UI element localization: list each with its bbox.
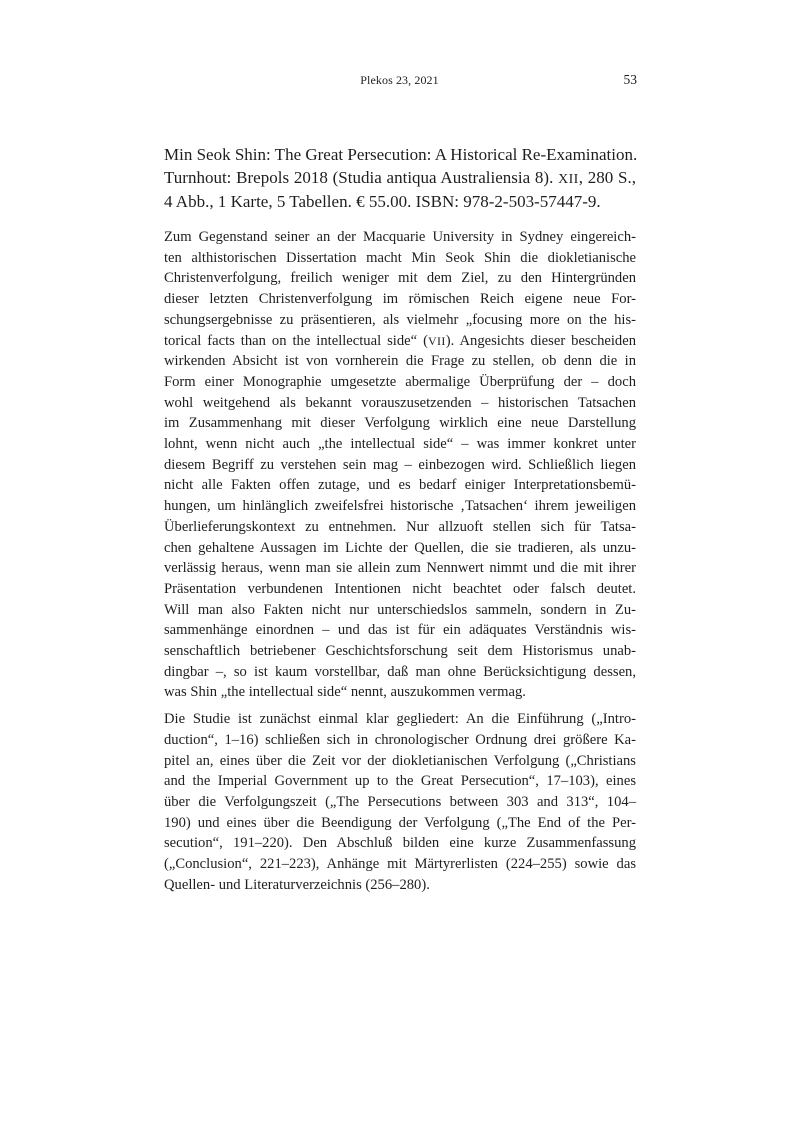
title-line: 4 Abb., 1 Karte, 5 Tabellen. € 55.00. ISBN: 978-2-503-57447-9. [164, 192, 601, 211]
title-line: Turnhout: Brepols 2018 (Studia antiqua Australiensia 8). XII, 280 S., [164, 167, 636, 187]
text-line: Christenverfolgung, freilich weniger mit dem Ziel, zu den Hintergründen [164, 270, 636, 287]
text-line: diesem Begriff zu verstehen sein mag – einbezogen wird. Schließlich liegen [164, 456, 636, 473]
text-line: Überlieferungskontext zu entnehmen. Nur allzuoft stellen sich für Tatsa- [164, 518, 636, 535]
paragraph [164, 227, 636, 703]
text-line: über die Verfolgungszeit („The Persecutions between 303 and 313“, 104– [164, 793, 636, 810]
text-line: chen gehaltene Aussagen im Lichte der Quellen, die sie tradieren, als unzu- [164, 539, 636, 556]
page-number: 53 [623, 72, 637, 87]
text-line: Will man also Fakten nicht nur unterschiedslos sammeln, sondern in Zu- [164, 601, 636, 618]
text-line: sammenhänge einordnen – und das ist für ein adäquates Verständnis wis- [164, 622, 636, 639]
text-line: 190) und eines über die Beendigung der Verfolgung („The End of the Per- [164, 814, 636, 831]
review-body [164, 227, 636, 896]
roman-numeral: VII [427, 333, 446, 348]
text-line: („Conclusion“, 221–223), Anhänge mit Märtyrerlisten (224–255) sowie das [164, 856, 636, 873]
text-line: pitel an, eines über die Zeit vor der diokletianischen Verfolgung („Christians [164, 752, 636, 769]
text-line: lohnt, wenn nicht auch „the intellectual side“ – was immer konkret unter [164, 436, 636, 453]
review-title [164, 144, 636, 214]
text-line: dieser letzten Christenverfolgung im römischen Reich eigene neue For- [164, 291, 636, 308]
text-line: im Zusammenhang mit dieser Verfolgung wirklich eine neue Darstellung [164, 415, 636, 432]
text-line: verlässig heraus, wenn man sie allein zum Nennwert nimmt und die mit ihrer [164, 560, 636, 577]
text-line: Präsentation verbundenen Intentionen nicht beachtet oder falsch deutet. [164, 580, 636, 597]
running-header [0, 73, 799, 91]
text-line: Quellen- und Literaturverzeichnis (256–280). [164, 876, 430, 893]
title-line: Min Seok Shin: The Great Persecution: A Historical Re-Examination. [164, 145, 638, 164]
text-line: wirkenden Absicht ist von vornherein die Frage zu stellen, ob denn die in [164, 353, 636, 370]
text-line: dingbar –, so ist kaum vorstellbar, daß man ohne Berücksichtigung dessen, [164, 663, 636, 680]
text-line: secution“, 191–220). Den Abschluß bilden eine kurze Zusammenfassung [164, 835, 636, 852]
text-line: torical facts than on the intellectual side“ (VII). Angesichts dieser bescheiden [164, 332, 636, 349]
text-line: wohl weitgehend als bekannt vorauszusetzenden – historischen Tatsachen [164, 394, 636, 411]
text-line: schungsergebnisse zu präsentieren, als vielmehr „focusing more on the his- [164, 311, 636, 328]
text-line: hungen, um hinlänglich zweifelsfrei historische ‚Tatsachen‘ ihrem jeweiligen [164, 498, 636, 515]
text-line: Zum Gegenstand seiner an der Macquarie University in Sydney eingereich- [164, 229, 636, 245]
text-line: ten althistorischen Dissertation macht Min Seok Shin die diokletianische [164, 249, 636, 266]
text-line: and the Imperial Government up to the Great Persecution“, 17–103), eines [164, 773, 636, 790]
text-line: Form einer Monographie umgesetzte abermalige Überprüfung der – doch [164, 373, 636, 390]
journal-citation: Plekos 23, 2021 [360, 73, 439, 87]
text-line: duction“, 1–16) schließen sich in chronologischer Ordnung drei größere Ka- [164, 731, 636, 748]
text-line: nicht alle Fakten offen zutage, und es bedarf einiger Interpretationsbemü- [164, 477, 636, 494]
text-line: senschaftlich betriebener Geschichtsforschung seit dem Historismus unab- [164, 643, 636, 660]
text-line: Die Studie ist zunächst einmal klar gegliedert: An die Einführung („Intro- [164, 711, 636, 728]
paragraph [164, 709, 636, 895]
text-line: was Shin „the intellectual side“ nennt, auszukommen vermag. [164, 684, 526, 701]
roman-numeral: XII [558, 171, 579, 187]
